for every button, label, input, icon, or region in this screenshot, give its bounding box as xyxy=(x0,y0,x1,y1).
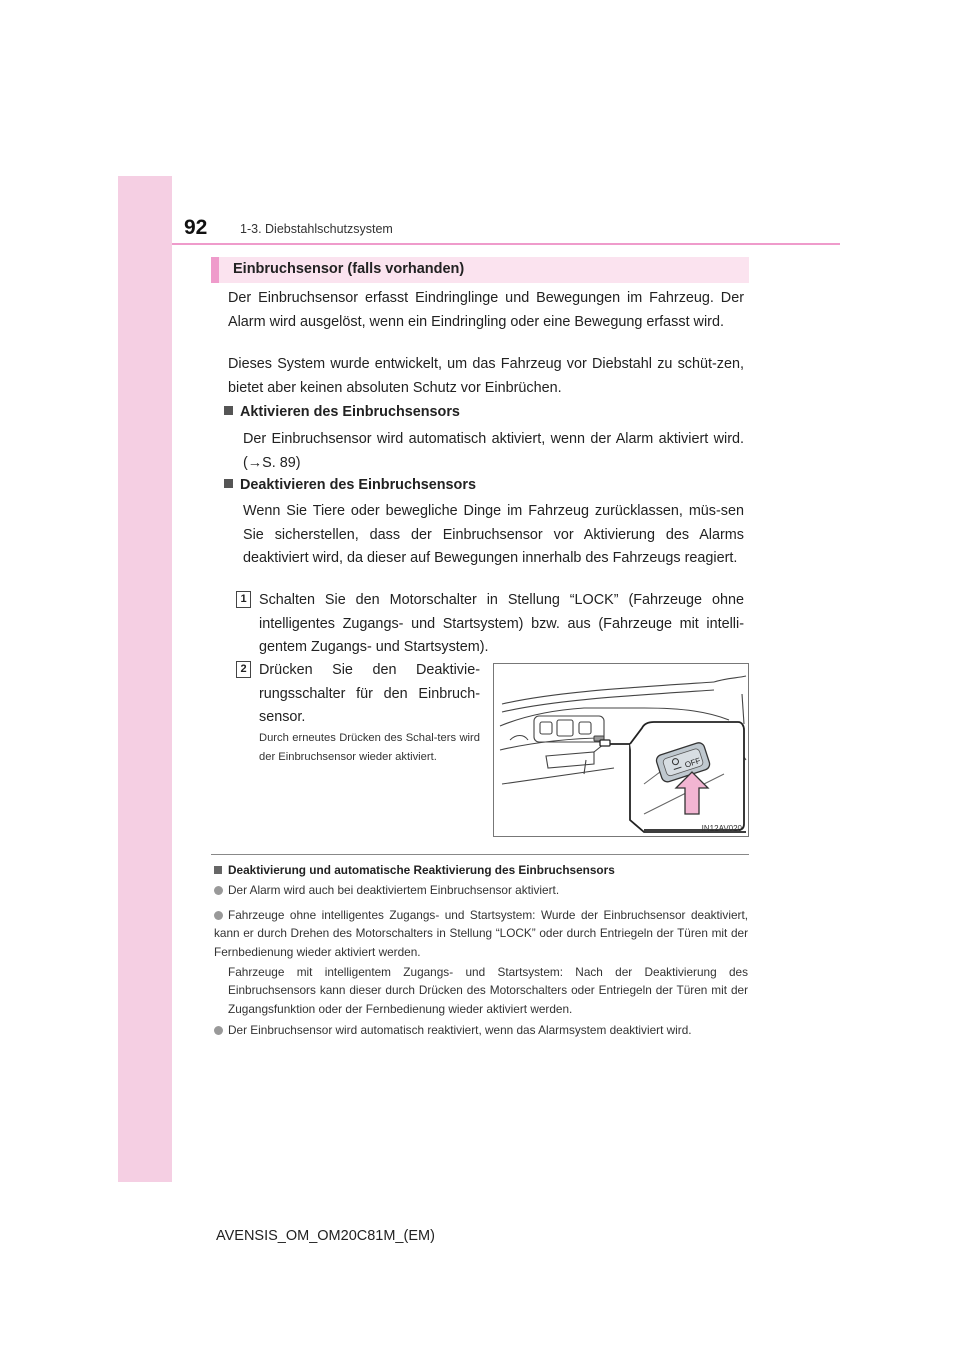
switch-off-label: OFF xyxy=(683,756,702,770)
note-item-text: Fahrzeuge ohne intelligentes Zugangs- und Startsystem: Wurde der Einbruchsensor deaktiviert, kann er durch Drehen des Motorschalters in Stellung “LOCK” oder durch Entriegeln der Türen mit der Fernbedienung wieder aktiviert werden. xyxy=(214,908,748,959)
deactivate-heading-text: Deaktivieren des Einbruchsensors xyxy=(240,477,476,493)
header-rule xyxy=(172,243,840,245)
figure-overhead-console xyxy=(493,663,749,837)
footer-doc-id: AVENSIS_OM_OM20C81M_(EM) xyxy=(216,1228,435,1244)
note-item-text: Der Alarm wird auch bei deaktiviertem Einbruchsensor aktiviert. xyxy=(228,883,560,897)
step-2-badge: 2 xyxy=(236,661,251,678)
activate-text: Der Einbruchsensor wird automatisch aktiviert, wenn der Alarm aktiviert wird. (→S. 89) xyxy=(243,431,744,471)
activate-heading-text: Aktivieren des Einbruchsensors xyxy=(240,404,460,420)
notes-heading xyxy=(214,861,748,879)
step-1-badge: 1 xyxy=(236,591,251,608)
deactivate-heading xyxy=(224,477,476,493)
circle-bullet-icon xyxy=(214,1026,223,1035)
sidebar-tab xyxy=(118,176,172,1182)
circle-bullet-icon xyxy=(214,911,223,920)
notes-heading-text: Deaktivierung und automatische Reaktivierung des Einbruchsensors xyxy=(228,863,615,877)
chapter-title: 1-3. Diebstahlschutzsystem xyxy=(240,222,393,236)
note-item-1 xyxy=(214,881,748,899)
note-item-2-continued: Fahrzeuge mit intelligentem Zugangs- und Startsystem: Nach der Deaktivierung des Einbruchsensors kann dieser durch Drücken des Motorschalters oder Entriegeln der Türen mit der Zugangsfunktion oder der Fernbedienung wieder aktiviert werden. xyxy=(228,965,748,1016)
note-item-3 xyxy=(214,1021,748,1039)
figure-code: IN12AV020 xyxy=(701,824,742,833)
notes-rule xyxy=(211,854,749,855)
console-illustration xyxy=(494,664,748,836)
note-item-2 xyxy=(214,906,748,961)
deactivate-text: Wenn Sie Tiere oder bewegliche Dinge im Fahrzeug zurücklassen, müs-sen Sie sicherstellen, dass der Einbruchsensor vor Aktivierung des Alarms deaktiviert wird, da dieser auf Bewegungen innerhalb des Fahrzeugs reagiert. xyxy=(243,503,744,566)
intro-paragraph-2: Dieses System wurde entwickelt, um das Fahrzeug vor Diebstahl zu schüt-zen, bietet aber keinen absoluten Schutz vor Einbrüchen. xyxy=(228,356,744,396)
square-bullet-icon xyxy=(214,866,222,874)
step-1-text: Schalten Sie den Motorschalter in Stellung “LOCK” (Fahrzeuge ohne intelligentes Zugangs- und Startsystem) bzw. aus (Fahrzeuge mit intelli-gentem Zugangs- und Startsystem). xyxy=(259,592,744,655)
step-2-note: Durch erneutes Drücken des Schal-ters wird der Einbruchsensor wieder aktiviert. xyxy=(259,732,480,763)
intro-paragraph-1: Der Einbruchsensor erfasst Eindringlinge und Bewegungen im Fahrzeug. Der Alarm wird ausgelöst, wenn ein Eindringling oder eine Bewegung erfasst wird. xyxy=(228,290,744,330)
step-2-text: Drücken Sie den Deaktivie-rungsschalter für den Einbruch-sensor. xyxy=(259,662,480,725)
section-header xyxy=(211,257,749,283)
square-bullet-icon xyxy=(224,479,233,488)
section-title: Einbruchsensor (falls vorhanden) xyxy=(233,261,465,277)
note-item-text: Der Einbruchsensor wird automatisch reaktiviert, wenn das Alarmsystem deaktiviert wird. xyxy=(228,1023,692,1037)
circle-bullet-icon xyxy=(214,886,223,895)
activate-heading xyxy=(224,404,460,420)
page-number: 92 xyxy=(184,216,208,239)
square-bullet-icon xyxy=(224,406,233,415)
